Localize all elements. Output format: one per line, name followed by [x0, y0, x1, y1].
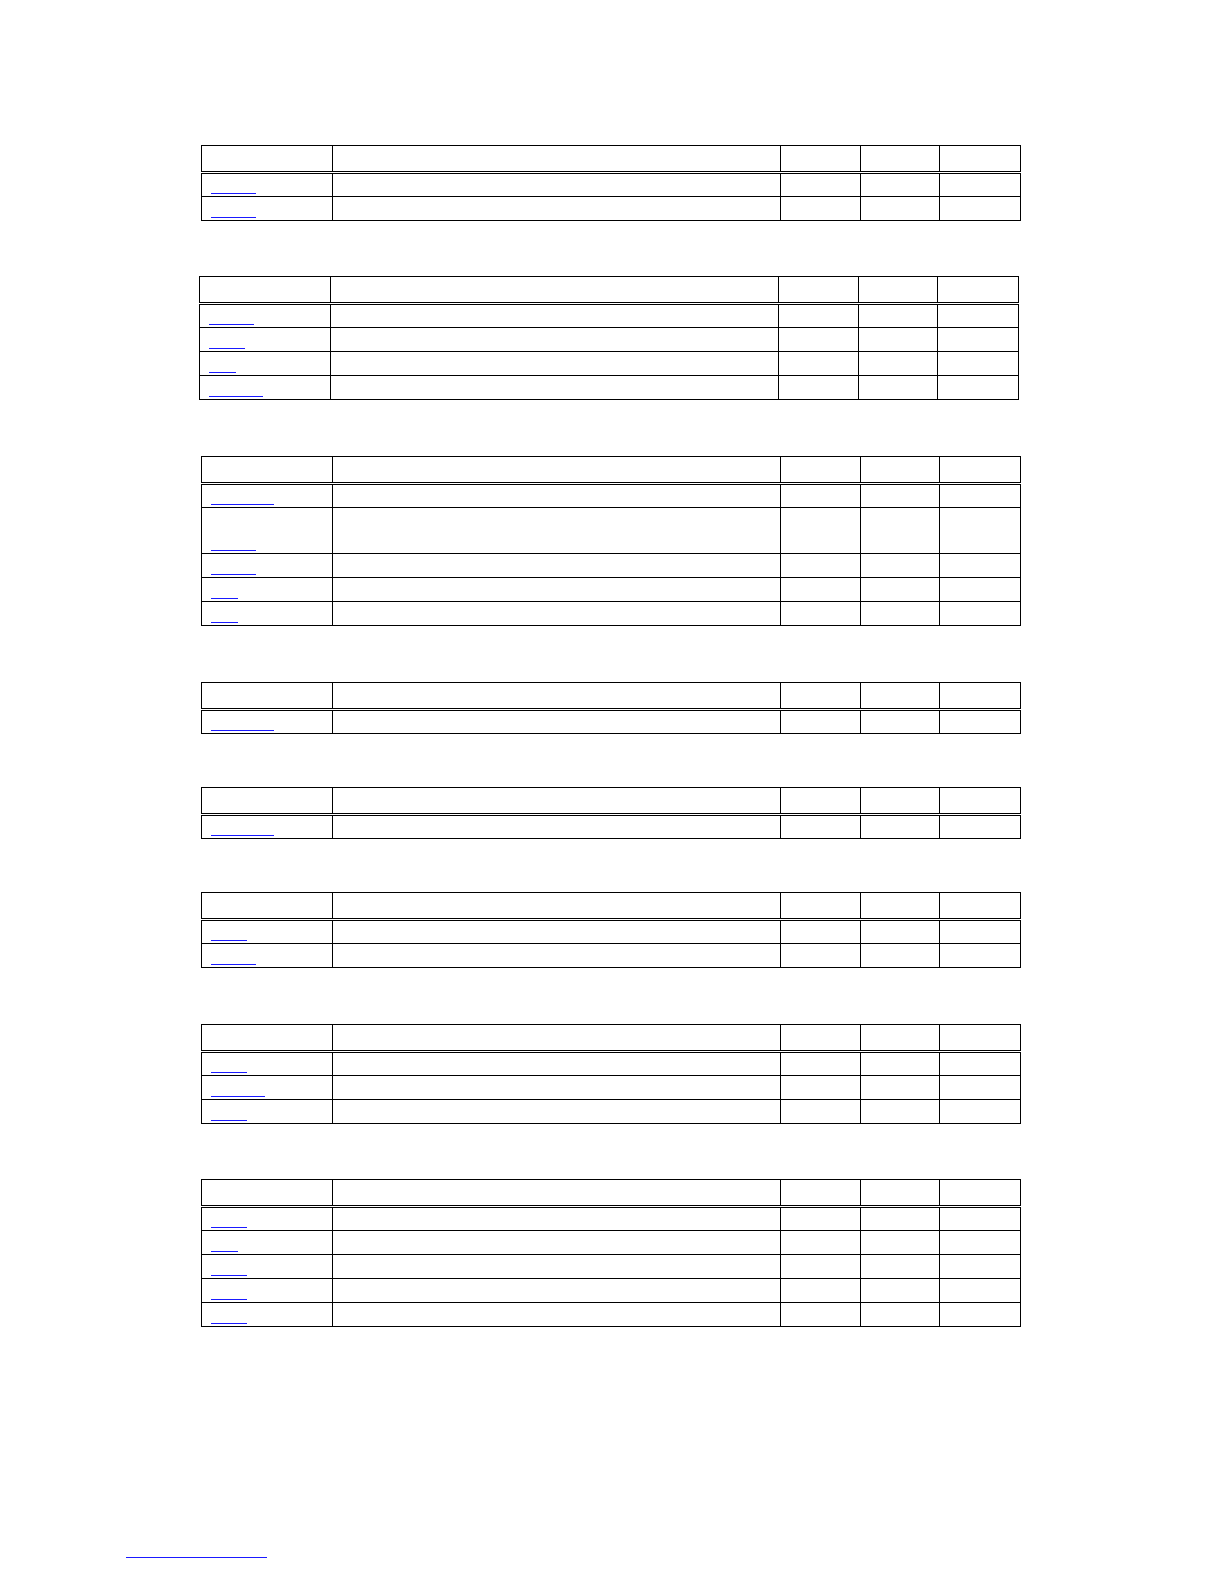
table-cell: [333, 1303, 781, 1327]
table-cell: [859, 328, 938, 352]
table-cell: [781, 1255, 861, 1279]
table-header-row: [202, 457, 1021, 484]
header-cell: [781, 146, 861, 173]
table-cell: [781, 920, 861, 944]
header-cell: [333, 683, 781, 710]
table-cell: [861, 1100, 940, 1124]
table-cell: [859, 352, 938, 376]
table-cell: [331, 376, 779, 400]
header-cell: [861, 1025, 940, 1052]
table-cell: [333, 1255, 781, 1279]
table-cell: [940, 1231, 1021, 1255]
table-cell: [861, 602, 940, 626]
table-cell: [781, 815, 861, 839]
row-link[interactable]: [209, 396, 263, 397]
table-cell: [781, 1279, 861, 1303]
data-table: [201, 1024, 1021, 1124]
link-cell: [202, 944, 333, 968]
table-cell: [861, 508, 940, 554]
link-cell: [202, 1279, 333, 1303]
table-cell: [331, 328, 779, 352]
row-link[interactable]: [209, 324, 254, 325]
table-cell: [940, 1207, 1021, 1231]
table-cell: [333, 1052, 781, 1076]
table-cell: [861, 1207, 940, 1231]
table-cell: [940, 1279, 1021, 1303]
row-link[interactable]: [211, 550, 256, 551]
table-cell: [781, 1207, 861, 1231]
header-cell: [859, 277, 938, 304]
table-header-row: [202, 683, 1021, 710]
link-cell: [202, 484, 333, 508]
table-cell: [333, 197, 781, 221]
table-cell: [781, 710, 861, 734]
table-cell: [940, 554, 1021, 578]
table-cell: [940, 815, 1021, 839]
table-cell: [940, 173, 1021, 197]
table-cell: [333, 508, 781, 554]
header-cell: [940, 788, 1021, 815]
table-row: [202, 554, 1021, 578]
table-cell: [940, 920, 1021, 944]
row-link[interactable]: [211, 1323, 247, 1324]
table-cell: [940, 1052, 1021, 1076]
table-row: [202, 1100, 1021, 1124]
header-cell: [202, 683, 333, 710]
header-cell: [940, 1025, 1021, 1052]
data-table: [201, 787, 1021, 839]
table-cell: [333, 1279, 781, 1303]
header-cell: [202, 788, 333, 815]
table-cell: [333, 173, 781, 197]
link-cell: [202, 1100, 333, 1124]
table-cell: [331, 352, 779, 376]
link-cell: [202, 173, 333, 197]
table-cell: [940, 484, 1021, 508]
link-cell: [202, 1052, 333, 1076]
table-row: [202, 578, 1021, 602]
table-cell: [940, 710, 1021, 734]
table-row: [202, 1303, 1021, 1327]
table-row: [200, 304, 1019, 328]
row-link[interactable]: [211, 1299, 247, 1300]
table-cell: [861, 920, 940, 944]
footnote-link[interactable]: [126, 1557, 267, 1558]
table-cell: [938, 328, 1019, 352]
link-cell: [202, 1207, 333, 1231]
table-row: [202, 1076, 1021, 1100]
table-cell: [333, 1100, 781, 1124]
header-cell: [202, 457, 333, 484]
header-cell: [202, 1025, 333, 1052]
header-cell: [333, 788, 781, 815]
table-header-row: [202, 1180, 1021, 1207]
table-cell: [861, 1279, 940, 1303]
table-cell: [779, 304, 859, 328]
table-cell: [940, 1100, 1021, 1124]
table-cell: [781, 1052, 861, 1076]
table-cell: [940, 944, 1021, 968]
header-cell: [781, 457, 861, 484]
table-cell: [861, 197, 940, 221]
data-table: [199, 276, 1019, 400]
link-cell: [202, 710, 333, 734]
table-cell: [938, 352, 1019, 376]
table-header-row: [200, 277, 1019, 304]
header-cell: [781, 893, 861, 920]
link-cell: [202, 1303, 333, 1327]
table-cell: [861, 1303, 940, 1327]
table-row: [200, 328, 1019, 352]
table-cell: [333, 1231, 781, 1255]
table-cell: [940, 197, 1021, 221]
table-row: [202, 484, 1021, 508]
header-cell: [200, 277, 331, 304]
table-header-row: [202, 1025, 1021, 1052]
table-cell: [779, 352, 859, 376]
header-cell: [940, 893, 1021, 920]
table-cell: [781, 602, 861, 626]
table-header-row: [202, 893, 1021, 920]
table-row: [202, 944, 1021, 968]
table-cell: [861, 944, 940, 968]
row-link[interactable]: [209, 348, 245, 349]
table-cell: [333, 602, 781, 626]
table-cell: [781, 554, 861, 578]
table-cell: [859, 376, 938, 400]
header-cell: [333, 146, 781, 173]
table-cell: [333, 944, 781, 968]
table-cell: [940, 508, 1021, 554]
table-row: [202, 508, 1021, 554]
link-cell: [200, 376, 331, 400]
header-cell: [202, 893, 333, 920]
table-cell: [333, 1076, 781, 1100]
link-cell: [202, 1076, 333, 1100]
header-cell: [781, 683, 861, 710]
table-cell: [938, 304, 1019, 328]
link-cell: [202, 602, 333, 626]
table-row: [200, 352, 1019, 376]
row-link[interactable]: [211, 1275, 247, 1276]
header-cell: [861, 893, 940, 920]
row-link[interactable]: [211, 622, 238, 623]
table-row: [200, 376, 1019, 400]
row-link[interactable]: [211, 1227, 247, 1228]
row-link[interactable]: [211, 835, 274, 836]
table-header-row: [202, 146, 1021, 173]
row-link[interactable]: [211, 730, 274, 731]
table-row: [202, 815, 1021, 839]
table-cell: [861, 554, 940, 578]
header-cell: [333, 1025, 781, 1052]
table-cell: [333, 1207, 781, 1231]
table-cell: [940, 1303, 1021, 1327]
header-cell: [333, 457, 781, 484]
table-cell: [333, 484, 781, 508]
header-cell: [940, 1180, 1021, 1207]
table-row: [202, 602, 1021, 626]
row-link[interactable]: [211, 940, 247, 941]
table-cell: [938, 376, 1019, 400]
table-row: [202, 1231, 1021, 1255]
table-cell: [859, 304, 938, 328]
header-cell: [333, 893, 781, 920]
table-cell: [781, 1100, 861, 1124]
table-cell: [861, 1052, 940, 1076]
table-cell: [333, 920, 781, 944]
table-cell: [781, 1231, 861, 1255]
link-cell: [202, 578, 333, 602]
data-table: [201, 1179, 1021, 1327]
link-cell: [202, 1255, 333, 1279]
header-cell: [938, 277, 1019, 304]
row-link[interactable]: [211, 598, 238, 599]
table-row: [202, 1255, 1021, 1279]
table-cell: [861, 1231, 940, 1255]
row-link[interactable]: [211, 193, 256, 194]
header-cell: [861, 1180, 940, 1207]
data-table: [201, 145, 1021, 221]
row-link[interactable]: [211, 1120, 247, 1121]
header-cell: [940, 146, 1021, 173]
table-cell: [781, 1076, 861, 1100]
table-row: [202, 920, 1021, 944]
link-cell: [200, 352, 331, 376]
data-table: [201, 892, 1021, 968]
header-cell: [333, 1180, 781, 1207]
table-cell: [781, 484, 861, 508]
table-cell: [779, 328, 859, 352]
table-cell: [331, 304, 779, 328]
table-header-row: [202, 788, 1021, 815]
header-cell: [861, 788, 940, 815]
header-cell: [940, 683, 1021, 710]
header-cell: [202, 1180, 333, 1207]
row-link[interactable]: [211, 1072, 247, 1073]
table-cell: [333, 578, 781, 602]
header-cell: [202, 146, 333, 173]
table-cell: [940, 578, 1021, 602]
link-cell: [200, 328, 331, 352]
table-cell: [861, 1076, 940, 1100]
row-link[interactable]: [211, 1096, 265, 1097]
table-cell: [781, 578, 861, 602]
link-cell: [202, 554, 333, 578]
table-cell: [333, 710, 781, 734]
table-cell: [781, 944, 861, 968]
link-cell: [202, 1231, 333, 1255]
table-cell: [861, 173, 940, 197]
table-row: [202, 1052, 1021, 1076]
header-cell: [331, 277, 779, 304]
header-cell: [861, 457, 940, 484]
table-cell: [781, 173, 861, 197]
link-cell: [202, 508, 333, 554]
header-cell: [861, 683, 940, 710]
table-cell: [781, 508, 861, 554]
header-cell: [861, 146, 940, 173]
table-cell: [861, 1255, 940, 1279]
row-link[interactable]: [211, 964, 256, 965]
table-row: [202, 1279, 1021, 1303]
row-link[interactable]: [211, 504, 274, 505]
table-cell: [781, 197, 861, 221]
row-link[interactable]: [211, 1251, 238, 1252]
table-cell: [940, 1255, 1021, 1279]
table-cell: [333, 554, 781, 578]
table-cell: [861, 578, 940, 602]
row-link[interactable]: [209, 372, 236, 373]
header-cell: [781, 788, 861, 815]
row-link[interactable]: [211, 574, 256, 575]
table-cell: [779, 376, 859, 400]
data-table: [201, 456, 1021, 626]
table-cell: [861, 815, 940, 839]
link-cell: [200, 304, 331, 328]
data-table: [201, 682, 1021, 734]
table-cell: [333, 815, 781, 839]
header-cell: [940, 457, 1021, 484]
link-cell: [202, 815, 333, 839]
row-link[interactable]: [211, 217, 256, 218]
table-cell: [781, 1303, 861, 1327]
table-row: [202, 173, 1021, 197]
header-cell: [781, 1025, 861, 1052]
table-cell: [861, 484, 940, 508]
table-cell: [861, 710, 940, 734]
link-cell: [202, 920, 333, 944]
header-cell: [781, 1180, 861, 1207]
table-cell: [940, 1076, 1021, 1100]
table-row: [202, 710, 1021, 734]
table-row: [202, 197, 1021, 221]
table-row: [202, 1207, 1021, 1231]
table-cell: [940, 602, 1021, 626]
link-cell: [202, 197, 333, 221]
header-cell: [779, 277, 859, 304]
